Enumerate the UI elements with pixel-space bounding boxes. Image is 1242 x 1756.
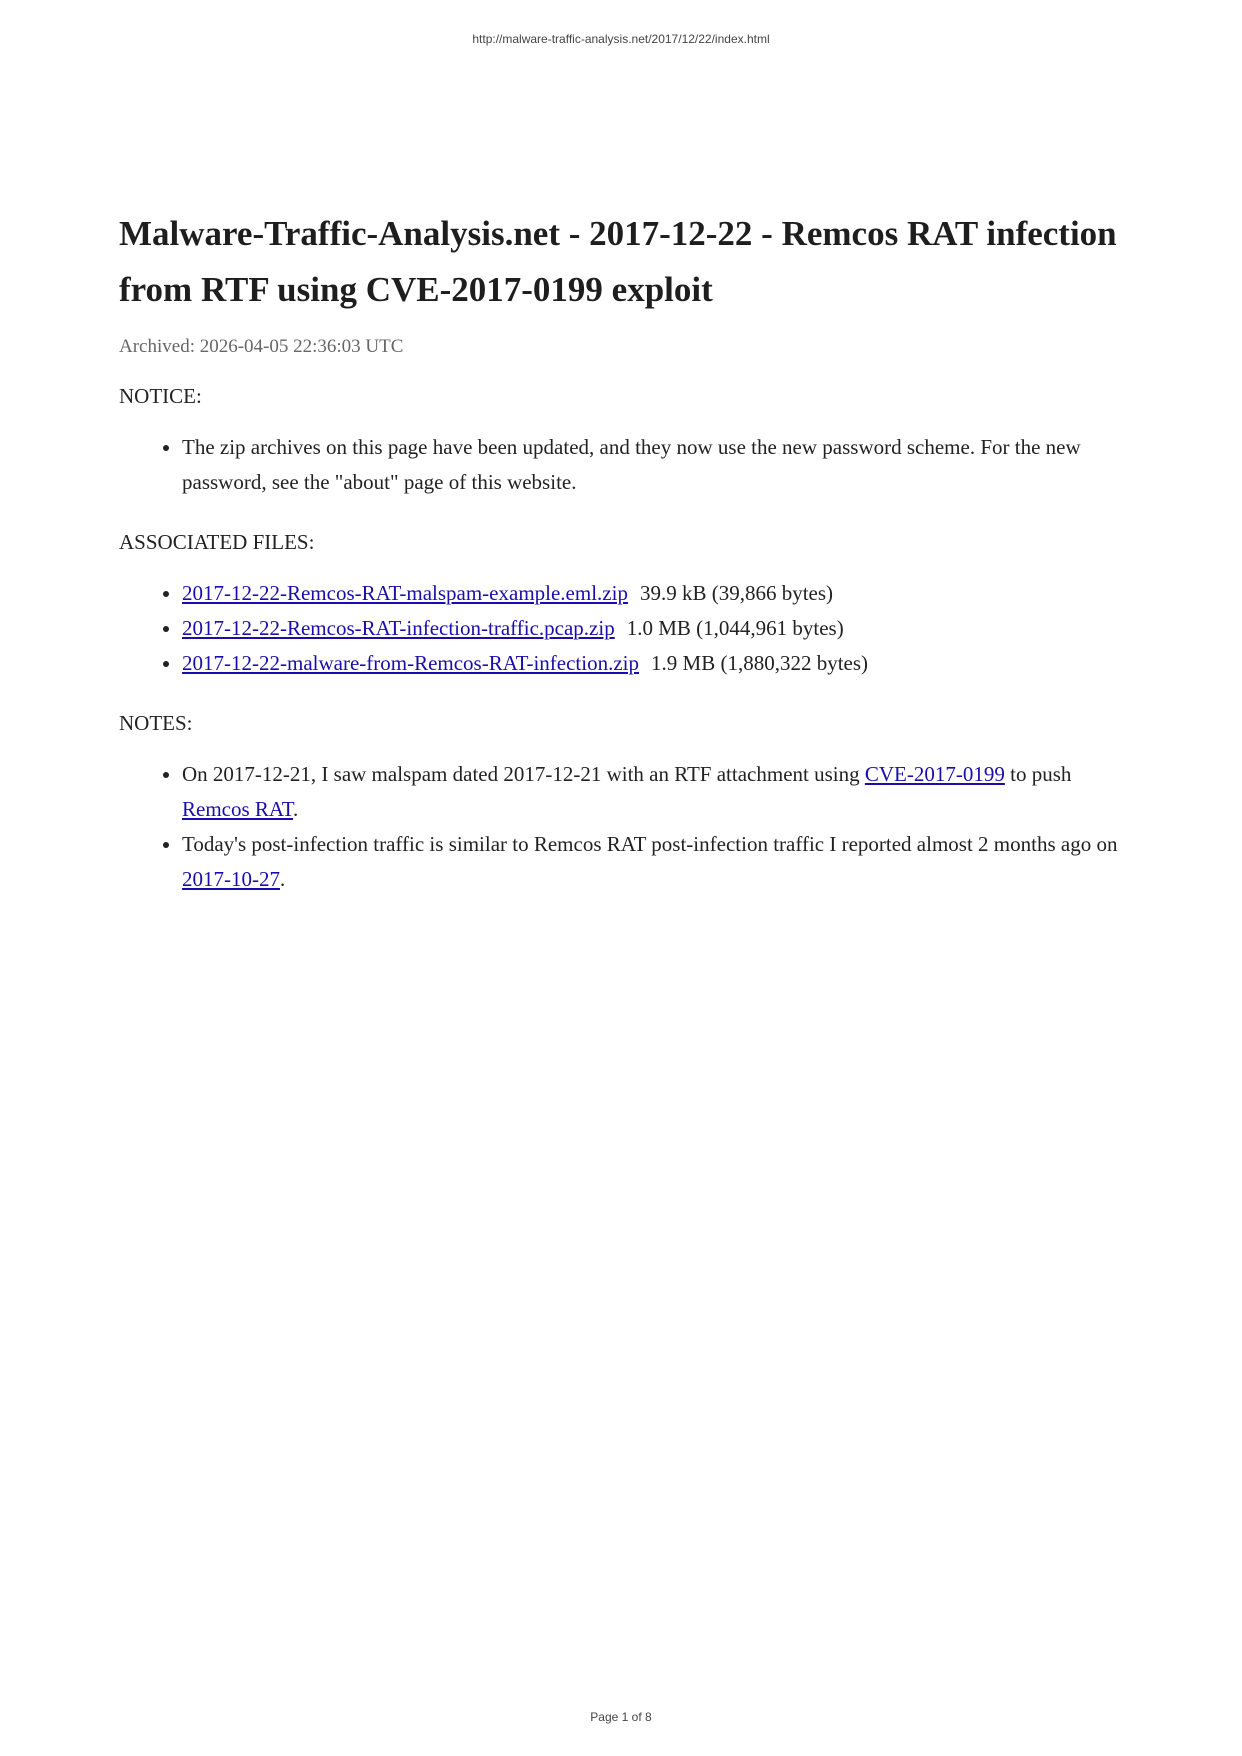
file-link-pcap[interactable]: 2017-12-22-Remcos-RAT-infection-traffic.pcap.zip [182, 616, 615, 640]
file-item [182, 576, 1129, 611]
notice-heading: NOTICE: [119, 384, 202, 408]
previous-post-link[interactable]: 2017-10-27 [182, 867, 280, 891]
cve-link[interactable]: CVE-2017-0199 [864, 762, 1005, 786]
associated-files-list [119, 576, 1129, 681]
file-size: 1.9 MB (1,880,322 bytes) [651, 651, 869, 675]
note-text: Today's post-infection traffic is similar to Remcos RAT post-infection traffic I reported almost 2 months ago on [182, 832, 1118, 856]
notes-list [119, 757, 1129, 897]
note-text: . [280, 867, 286, 891]
remcos-rat-link[interactable]: Remcos RAT [182, 797, 294, 821]
notes-heading: NOTES: [119, 711, 193, 735]
note-item [182, 757, 1129, 827]
page-number: Page 1 of 8 [590, 1710, 652, 1724]
page-content [119, 206, 1129, 897]
note-text: . [293, 797, 299, 821]
archived-timestamp: Archived: 2026-04-05 22:36:03 UTC [119, 336, 404, 357]
notice-list [119, 430, 1129, 500]
note-item [182, 827, 1129, 897]
header-url: http://malware-traffic-analysis.net/2017/12/22/index.html [472, 32, 770, 46]
file-item [182, 611, 1129, 646]
page-title: Malware-Traffic-Analysis.net - 2017-12-22 - Remcos RAT infection from RTF using CVE-2017-0199 exploit [119, 214, 1117, 309]
file-item [182, 646, 1129, 681]
notice-item: • The zip archives on this page have been updated, and they now use the new password scheme. For the new password, see the "about" page of this website. [182, 430, 1129, 500]
file-size: 1.0 MB (1,044,961 bytes) [626, 616, 844, 640]
associated-files-heading: ASSOCIATED FILES: [119, 530, 315, 554]
file-link-eml[interactable]: 2017-12-22-Remcos-RAT-malspam-example.eml.zip [182, 581, 628, 605]
file-link-malware[interactable]: 2017-12-22-malware-from-Remcos-RAT-infection.zip [182, 651, 640, 675]
note-text: to push [1004, 762, 1072, 786]
note-text: On 2017-12-21, I saw malspam dated 2017-12-21 with an RTF attachment using [182, 762, 865, 786]
file-size: 39.9 kB (39,866 bytes) [639, 581, 834, 605]
